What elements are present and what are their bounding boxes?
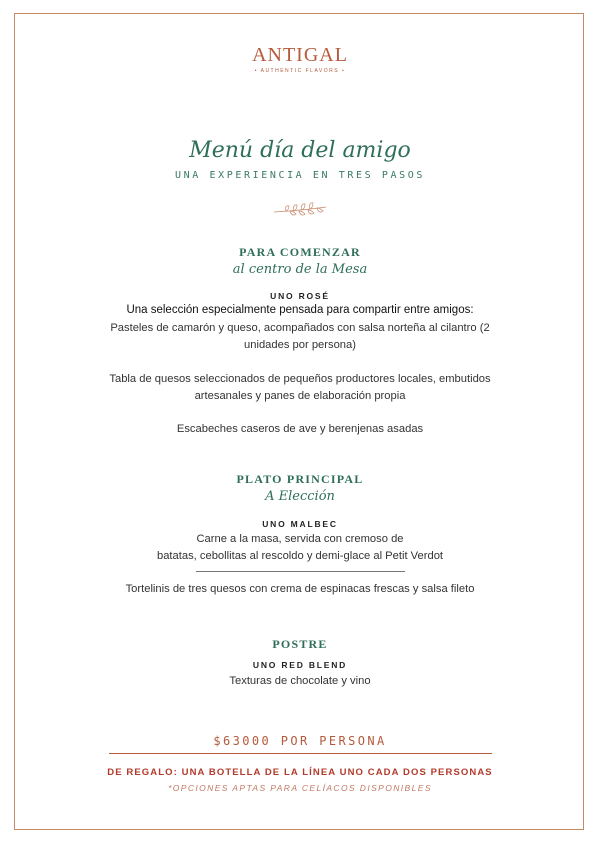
brand-tagline: • AUTHENTIC FLAVORS • bbox=[254, 68, 346, 74]
sprig-icon bbox=[272, 201, 328, 219]
starter-dish-2-line-2: artesanales y panes de elaboración propia bbox=[194, 390, 406, 402]
main-heading: PLATO PRINCIPAL bbox=[236, 472, 364, 486]
dessert-wine: UNO RED BLEND bbox=[252, 660, 348, 670]
brand-logo: ANTIGAL bbox=[252, 44, 348, 66]
starter-intro: Una selección especialmente pensada para compartir entre amigos: bbox=[126, 304, 474, 316]
menu-subtitle: UNA EXPERIENCIA EN TRES PASOS bbox=[175, 170, 425, 181]
gift-notice: DE REGALO: UNA BOTELLA DE LA LÍNEA UNO CADA DOS PERSONAS bbox=[107, 767, 493, 778]
dessert-dish: Texturas de chocolate y vino bbox=[229, 675, 371, 687]
starter-dish-1-line-2: unidades por persona) bbox=[244, 339, 356, 351]
price-underline bbox=[109, 753, 492, 754]
main-subheading: A Elección bbox=[265, 489, 335, 504]
starter-dish-1-line-1: Pasteles de camarón y queso, acompañados con salsa norteña al cilantro (2 bbox=[110, 322, 490, 334]
celiac-note: *OPCIONES APTAS PARA CELÍACOS DISPONIBLES bbox=[168, 783, 432, 793]
main-option-1-line-2: batatas, cebollitas al rescoldo y demi-glace al Petit Verdot bbox=[156, 550, 444, 562]
main-option-2: Tortelinis de tres quesos con crema de espinacas frescas y salsa fileto bbox=[125, 583, 475, 595]
dessert-heading: POSTRE bbox=[272, 637, 328, 651]
option-divider bbox=[196, 571, 405, 572]
starter-wine: UNO ROSÉ bbox=[270, 291, 330, 301]
main-option-1-line-1: Carne a la masa, servida con cremoso de bbox=[196, 533, 404, 545]
menu-title: Menú día del amigo bbox=[189, 138, 411, 163]
starter-dish-3: Escabeches caseros de ave y berenjenas asadas bbox=[176, 423, 424, 435]
main-wine: UNO MALBEC bbox=[262, 519, 338, 529]
starter-subheading: al centro de la Mesa bbox=[232, 262, 368, 277]
starter-dish-2-line-1: Tabla de quesos seleccionados de pequeños productores locales, embutidos bbox=[109, 373, 491, 385]
starter-heading: PARA COMENZAR bbox=[239, 245, 361, 259]
price-per-person: $63000 POR PERSONA bbox=[213, 734, 387, 748]
